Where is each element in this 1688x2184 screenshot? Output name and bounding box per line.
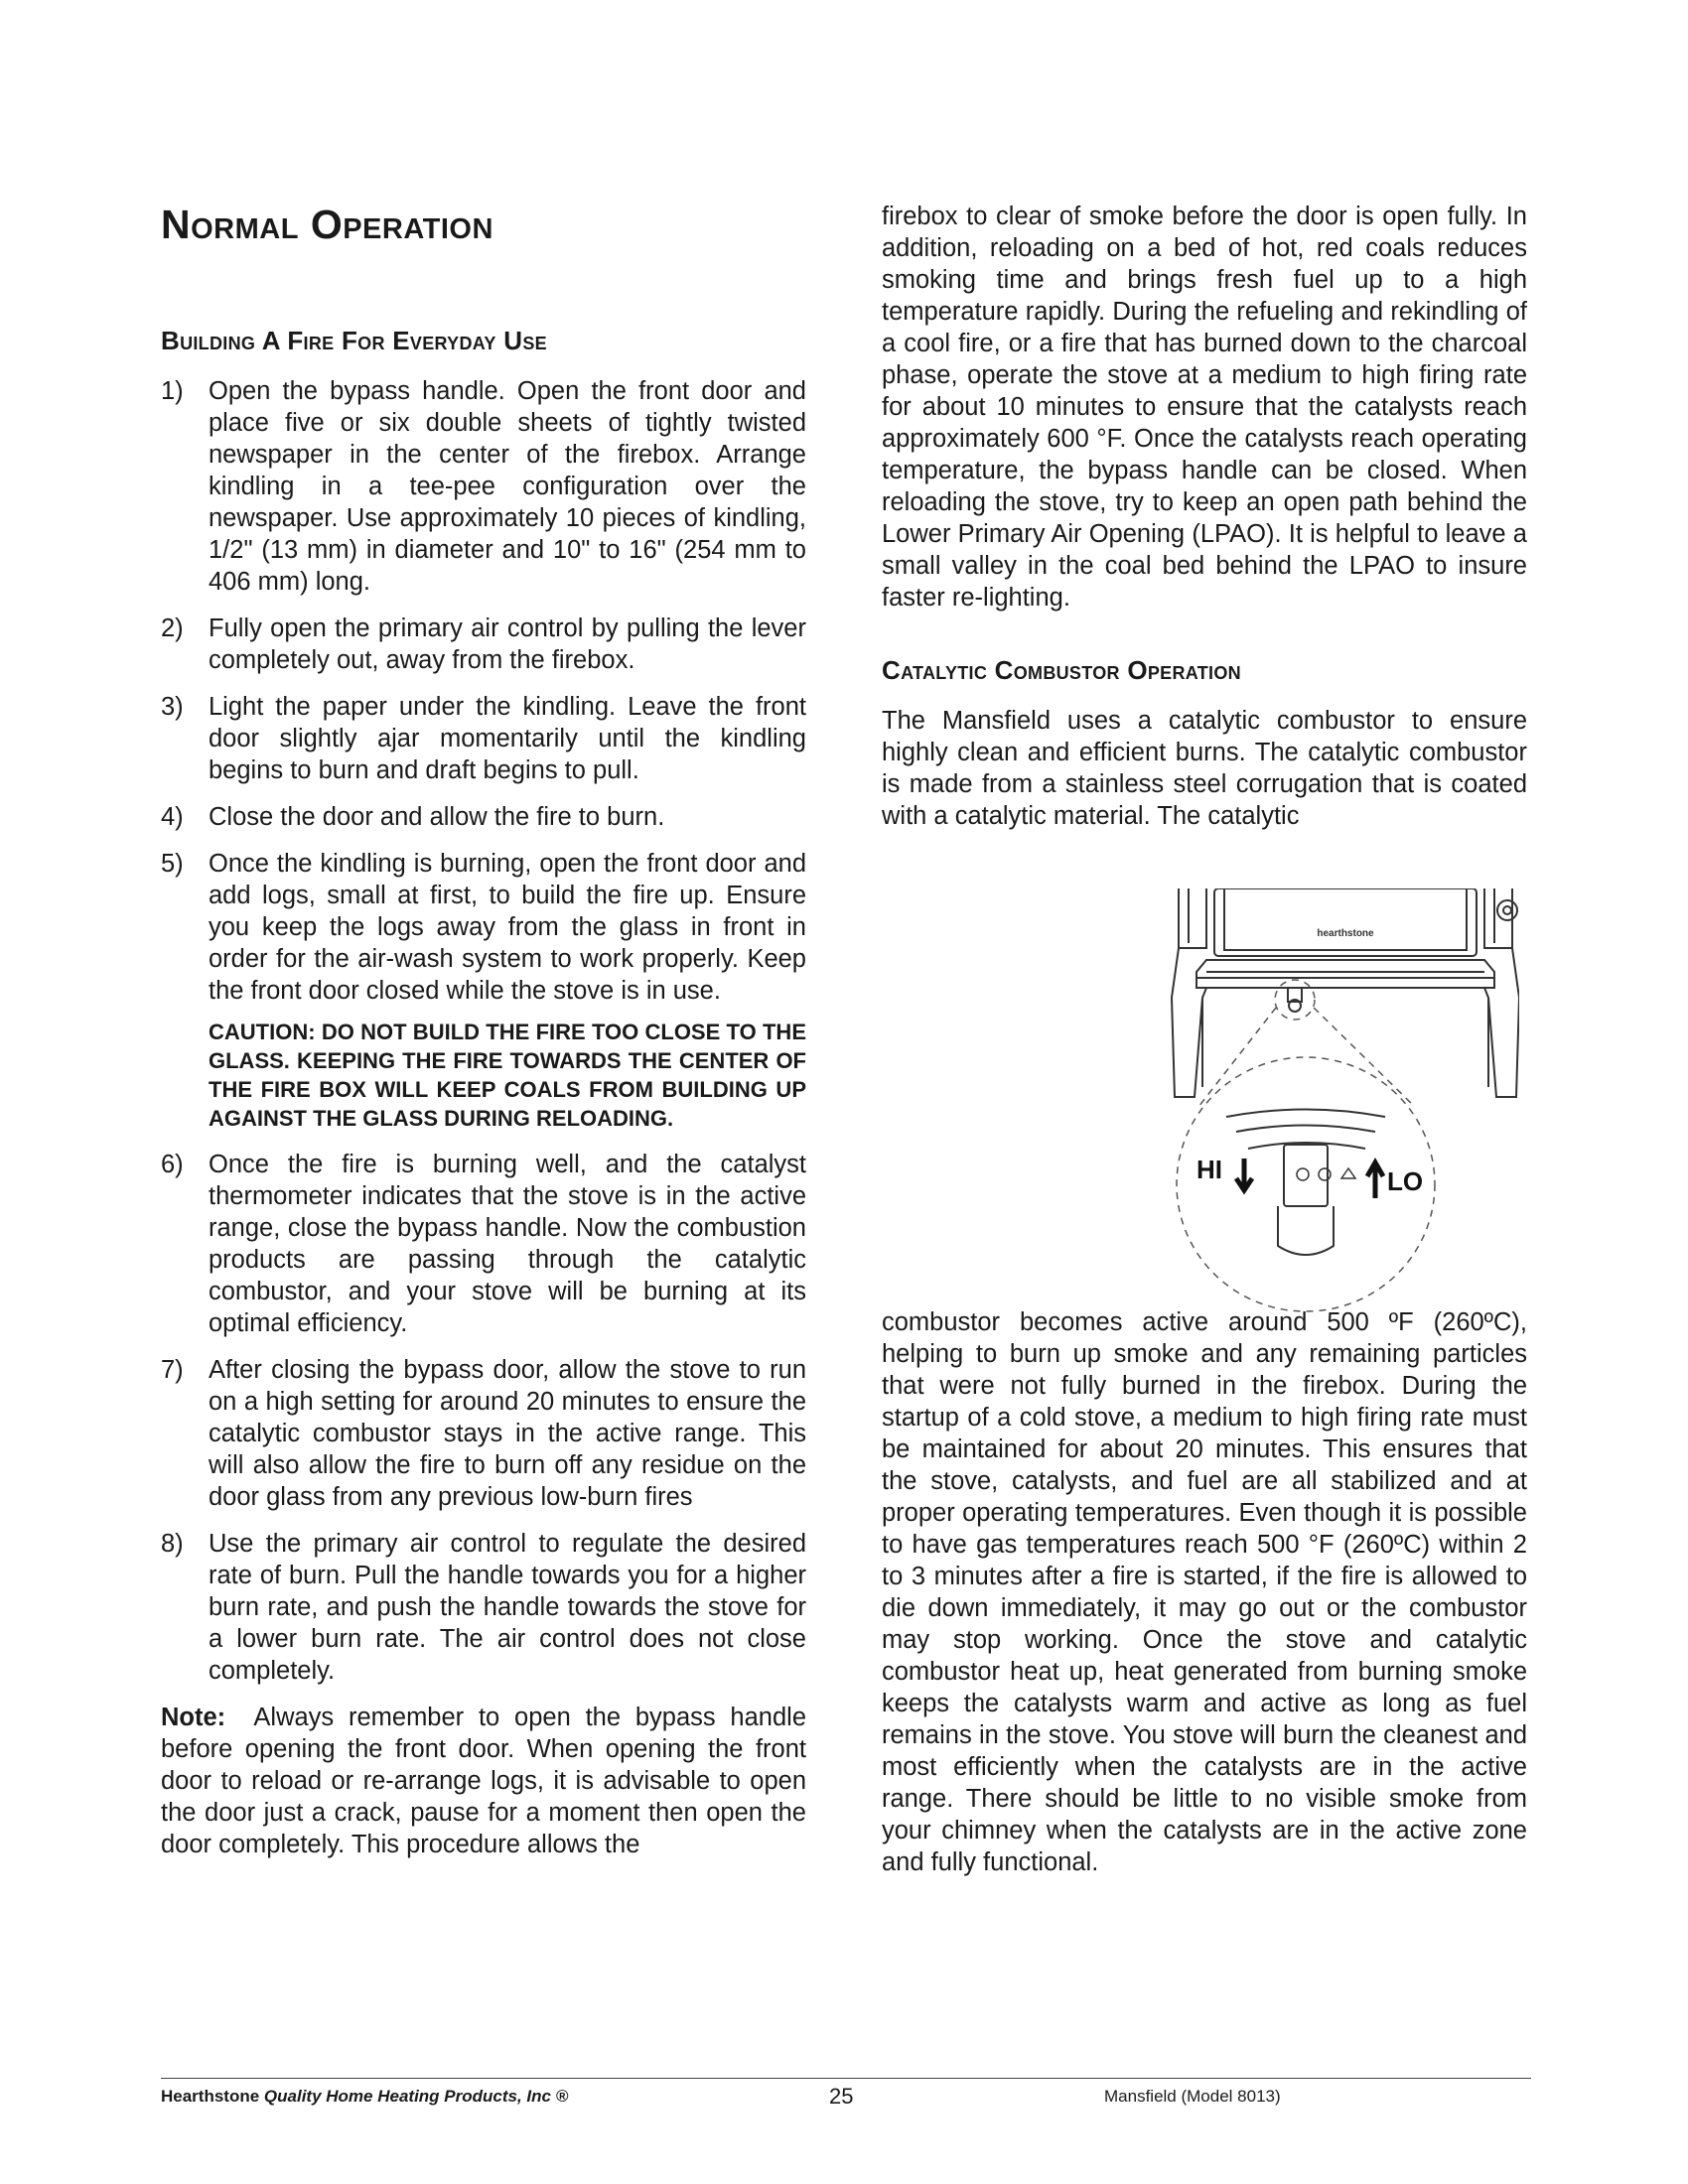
stove-illustration: [1167, 888, 1519, 1315]
page-title: Normal Operation: [161, 202, 493, 247]
step-text: After closing the bypass door, allow the stove to run on a high setting for around 20 minutes to ensure the catalytic combustor stays in the active range. This will also allow the fire to burn off any residue on the door glass from any previous low-burn fires: [209, 1356, 806, 1511]
step-text: Use the primary air control to regulate the desired rate of burn. Pull the handle towards you for a higher burn rate, and push the handle towards the stove for a lower burn rate. The air control does not close completely.: [209, 1530, 806, 1685]
step-number: 4): [161, 803, 184, 831]
page-number: 25: [829, 2084, 854, 2109]
left-column: [161, 195, 806, 1860]
step-text: Fully open the primary air control by pulling the lever completely out, away from the firebox.: [209, 614, 806, 674]
list-item: [161, 801, 806, 833]
mid-flame-icon: [1319, 1168, 1331, 1180]
step-number: 8): [161, 1530, 184, 1558]
note-text: Always remember to open the bypass handle before opening the front door. When opening the front door to reload or re-arrange logs, it is advisable to open the door just a crack, pause for a moment then open the door completely. This procedure allows the: [161, 1704, 807, 1858]
brand-mark: hearthstone: [1317, 928, 1374, 939]
list-item: [161, 613, 806, 676]
footer-brand: [161, 2086, 568, 2108]
caution-text: CAUTION: DO NOT BUILD THE FIRE TOO CLOSE TO THE GLASS. KEEPING THE FIRE TOWARDS THE CENTER OF THE FIRE BOX WILL KEEP COALS FROM BUILDING UP AGAINST THE GLASS DURING RELOADING.: [209, 1020, 806, 1131]
continued-paragraph: firebox to clear of smoke before the door is open fully. In addition, reloading on a bed of hot, red coals reduces smoking time and brings fresh fuel up to a high temperature rapidly. During the refueling and rekindling of a cool fire, or a fire that has burned down to the charcoal phase, operate the stove at a medium to high firing rate for about 10 minutes to ensure that the catalysts reach approximately 600 °F. Once the catalysts reach operating temperature, the bypass handle can be closed. When reloading the stove, try to keep an open path behind the Lower Primary Air Opening (LPAO). It is helpful to leave a small valley in the coal bed behind the LPAO to insure faster re-lighting.: [882, 203, 1527, 612]
list-item: [161, 691, 806, 786]
note-paragraph: [161, 1702, 806, 1860]
step-number: 3): [161, 693, 184, 721]
list-item: [161, 1354, 806, 1513]
step-text: Light the paper under the kindling. Leave the front door slightly ajar momentarily until the kindling begins to burn and draft begins to pull.: [209, 693, 806, 784]
stove-air-control-diagram: [1167, 888, 1519, 1315]
arrow-down-icon: [1236, 1159, 1252, 1190]
step-number: 1): [161, 377, 184, 405]
step-number: 6): [161, 1151, 184, 1178]
footer-brand-name: Hearthstone: [161, 2087, 260, 2106]
high-flame-icon: [1341, 1168, 1355, 1178]
arrow-up-icon: [1367, 1162, 1383, 1198]
list-item: [161, 375, 806, 598]
note-label: Note:: [161, 1704, 226, 1731]
section-heading-catalytic: Catalytic Combustor Operation: [882, 655, 1241, 685]
catalytic-paragraph-2: combustor becomes active around 500 ºF (260ºC), helping to burn up smoke and any remaining particles that were not fully burned in the firebox. During the startup of a cold stove, a medium to high firing rate must be maintained for about 20 minutes. This ensures that the stove, catalysts, and fuel are all stabilized and at proper operating temperatures. Even though it is possible to have gas temperatures reach 500 °F (260ºC) within 2 to 3 minutes after a fire is started, if the fire is allowed to die down immediately, it may go out or the combustor may stop working. Once the stove and catalytic combustor heat up, heat generated from burning smoke keeps the catalysts warm and active as long as fuel remains in the stove. You stove will burn the cleanest and most efficiently when the catalysts are in the active range. There should be little to no visible smoke from your chimney when the catalysts are in the active zone and fully functional.: [882, 1308, 1527, 1876]
section-heading-building-fire: Building A Fire For Everyday Use: [161, 326, 547, 355]
step-text: Once the kindling is burning, open the front door and add logs, small at first, to build the fire up. Ensure you keep the logs away from the glass in front in order for the air-wash system to work properly. Keep the front door closed while the stove is in use.: [209, 850, 806, 1005]
hi-label: HI: [1196, 1155, 1222, 1184]
steps-list-continued: [161, 1149, 806, 1687]
footer-model: Mansfield (Model 8013): [1104, 2087, 1281, 2106]
footer-tagline: Quality Home Heating Products, Inc ®: [263, 2087, 569, 2106]
step-text: Once the fire is burning well, and the catalyst thermometer indicates that the stove is in the active range, close the bypass handle. Now the combustion products are passing through the catalytic combustor, and your stove will be burning at its optimal efficiency.: [209, 1151, 806, 1337]
catalytic-paragraph-1: The Mansfield uses a catalytic combustor to ensure highly clean and efficient burns. The catalytic combustor is made from a stainless steel corrugation that is coated with a catalytic material. The catalytic: [882, 707, 1527, 830]
step-text: Open the bypass handle. Open the front door and place five or six double sheets of tightly twisted newspaper in the center of the firebox. Arrange kindling in a tee-pee configuration over the newspaper. Use approximately 10 pieces of kindling, 1/2" (13 mm) in diameter and 10" to 16" (254 mm to 406 mm) long.: [209, 377, 806, 596]
lo-label: LO: [1387, 1166, 1424, 1196]
list-item: [161, 1528, 806, 1687]
step-number: 5): [161, 850, 184, 878]
low-flame-icon: [1297, 1168, 1309, 1180]
footer-divider: [161, 2078, 1531, 2079]
step-number: 2): [161, 614, 184, 642]
step-number: 7): [161, 1356, 184, 1384]
steps-list: [161, 375, 806, 1007]
list-item: [161, 1149, 806, 1339]
step-text: Close the door and allow the fire to burn.: [209, 803, 665, 831]
list-item: [161, 848, 806, 1007]
